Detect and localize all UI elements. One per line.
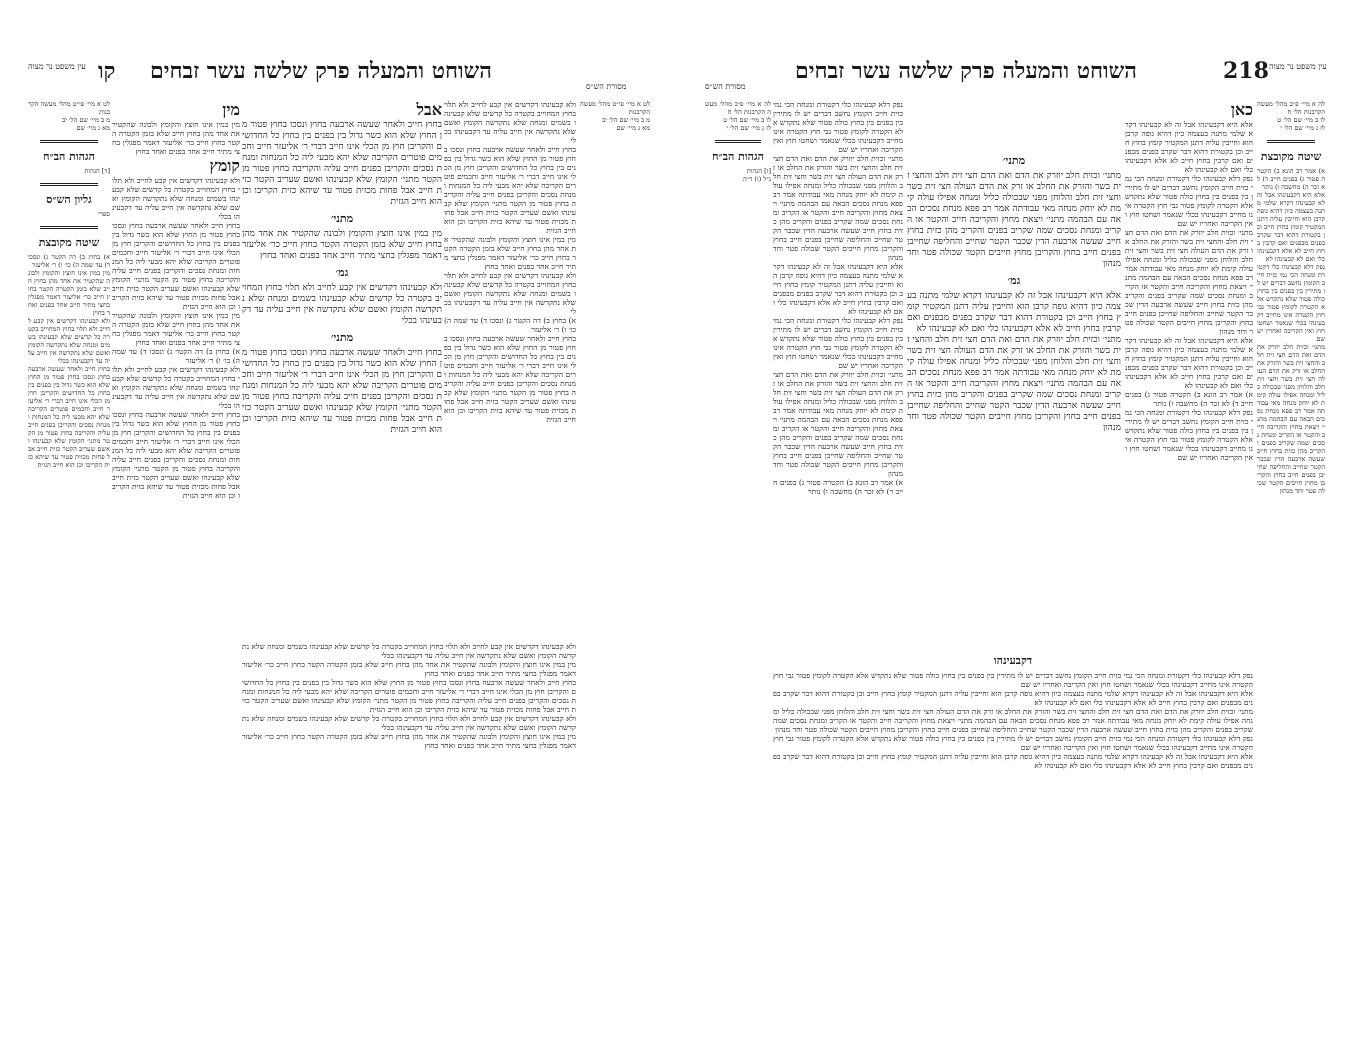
left-masoret-column bbox=[580, 100, 650, 1000]
left-gemara-text-cont: מין במין אינו חוצץ והקומץ ולבונה שהקטיר את אחד מהן בחוץ חייב שלא בזמן הקטרה הקטר בחוץ חייב כר׳ אליעזר דאמר מפגלין בחצי מתיר חייב אחד בפנים ואחד בחוץ bbox=[242, 229, 442, 261]
left-divider bbox=[40, 138, 97, 144]
right-bottom-text-cont: מתני׳ וכזית חלב יוזרק את הדם ואת הדם חצי זית חלב והחצי זית בשר והזרק את החלב או זרק את הדם העולה חצי זית בשר וחצי זית חלב והלוחן מפני שבכולה כליל ומנחה אפילו עולה קימת לא יוחק מנחה מאי עבודתה אמר רב פפא מנחת נסכים הבאה עם הבהמה מתני׳ ויצאת מחוץ והקריבה חייב והקטר או הקריב ומנחת נסכים שמה שקריב בפנים והקריב מהן כזית בחוץ חייב שעשה ארבעה הדין שכבר הקטר שחייב והחליפה שחייבן בפנים חייב בחוץ והקריבן מחוץ חייבים הקטר שכולה פטר וחד מנהון bbox=[773, 707, 1253, 734]
left-rashi-text-cont: מין במין אינו חוצץ והקומץ ולבונה שהקטיר את אחד מהן בחוץ חייב שלא בזמן הקטרה הקטר בחוץ חייב כר׳ אליעזר דאמר מפגלין בחצי מתיר חייב אחד בפנים ואחד בחוץ bbox=[444, 235, 576, 271]
left-rashi-text-cont: ולא קבעינהו דקדשים אין קבע לחייב ולא תלוי בחוץ המחוייב בקטרה כל קדשים שלא קבעינהו בשמים ומנחה שלא נתקדשה הקומץ ואשם שלא נתקדשה אין חייב עליה עד דקבעינהו בכלי bbox=[444, 271, 576, 316]
left-rashi-text-cont: א) בחוץ ב) דה הקטר ג) ונסכו ד) עד שמה ה) כו׳ ו) ר׳ אליעזר bbox=[444, 316, 576, 334]
right-masoret-label: מסורת הש״ס bbox=[705, 82, 746, 91]
left-masoret-note: מא ג מיי׳ שם bbox=[616, 124, 650, 132]
right-masoret-note: לז ג מיי׳ שם הל׳ י bbox=[726, 124, 771, 132]
right-tosafot-text-cont: נפק דלא קבעינהו כלי דקטורת ומנחה הכי נמי כזית חייב הקומץ נחשב דברים יש לו מתירין בין בפנים בין בחוץ כולה פטור שלא נתקדש אלא הקטרה לקומץ פטור גבי חוץ הקטרה אינו מחייב דקבעינהו בכלי שנאמר ושחטו חוץ ואין הקריבה ואחריו יש שם bbox=[1125, 174, 1253, 228]
right-masoret-note: לה א מיי׳ פ״ב מהל׳ מעשה הקרבנות הל׳ ח bbox=[705, 100, 771, 116]
right-page-number: 218 bbox=[1223, 58, 1269, 84]
left-divider bbox=[40, 181, 97, 187]
left-masoret-note: מ ב מיי׳ שם הל׳ יב bbox=[602, 116, 650, 124]
left-masoret-note: לט א מיי׳ פי״ט מהל׳ מעשה הקרבנות bbox=[580, 100, 650, 116]
left-shita-text-cont: מין במין אינו חוצץ והקומץ ולבונה שהקטיר את אחד מהן בחוץ חייב שלא בזמן הקטרה הקטר בחוץ חייב כר׳ אליעזר דאמר מפגלין בחצי מתיר חייב אחד בפנים ואחד בחוץ bbox=[28, 269, 110, 317]
left-shita-text-cont: ולא קבעינהו דקדשים אין קבע לחייב ולא תלוי בחוץ המחוייב בקטרה כל קדשים שלא קבעינהו בשמים ומנחה שלא נתקדשה הקומץ ואשם שלא נתקדשה אין חייב עליה עד דקבעינהו בכלי bbox=[28, 317, 110, 365]
right-page-header bbox=[675, 58, 1350, 98]
right-tosafot-text-cont: אלא היא דקבעינהו אבל זה לא קבעינהו דקרא שלמי מתנה בעצמה כיון דהיא גופה קרבן הוא וחייבין עליה דתנן המקטיר קומץ בחוץ חייב וכן בקטורת דהוא דבר שקרב בפנים מבפנים ואם קרבין בחוץ חייב לא אלא דקבעינהו כלי ואם לא קבעינהו לא bbox=[1125, 336, 1253, 390]
right-bottom-text: נפק דלא קבעינהו כלי דקטורת ומנחה הכי נמי כזית חייב הקומץ נחשב דברים יש לו מתירין בין בפנים בין בחוץ כולה פטור שלא נתקדש אלא הקטרה לקומץ פטור גבי חוץ הקטרה אינו מחייב דקבעינהו בכלי שנאמר ושחטו חוץ ואין הקריבה ואחריו יש שם bbox=[773, 671, 1253, 689]
right-bottom-text-cont: אלא היא דקבעינהו אבל זה לא קבעינהו דקרא שלמי מתנה בעצמה כיון דהיא גופה קרבן הוא וחייבין עליה דתנן המקטיר קומץ בחוץ חייב וכן בקטורת דהוא דבר שקרב בפנים מבפנים ואם קרבין בחוץ חייב לא אלא דקבעינהו כלי ואם לא קבעינהו לא bbox=[773, 752, 1253, 770]
right-bottom-text-cont: אלא היא דקבעינהו אבל זה לא קבעינהו דקרא שלמי מתנה בעצמה כיון דהיא גופה קרבן הוא וחייבין עליה דתנן המקטיר קומץ בחוץ חייב וכן בקטורת דהוא דבר שקרב בפנים מבפנים ואם קרבין בחוץ חייב לא אלא דקבעינהו כלי ואם לא קבעינהו לא bbox=[773, 689, 1253, 707]
right-page-title: השוחט והמעלה פרק שלשה עשר זבחים bbox=[795, 58, 1137, 84]
right-shita-heading: שיטה מקובצת bbox=[1260, 150, 1322, 163]
left-divider bbox=[40, 224, 97, 230]
right-tosafot-text-cont: נפק דלא קבעינהו כלי דקטורת ומנחה הכי נמי כזית חייב הקומץ נחשב דברים יש לו מתירין בין בפנים בין בחוץ כולה פטור שלא נתקדש אלא הקטרה לקומץ פטור גבי חוץ הקטרה אינו מחייב דקבעינהו בכלי שנאמר ושחטו חוץ ואין הקריבה ואחריו יש שם bbox=[1125, 408, 1253, 462]
right-margin-note: נ״ל (ז) ד״ה bbox=[743, 175, 771, 183]
right-gemara-column bbox=[907, 150, 1121, 650]
left-lead-word-3: קומץ bbox=[209, 156, 240, 175]
left-page-number: קו bbox=[98, 58, 116, 84]
right-tosafot-text-cont: מתני׳ וכזית חלב יוזרק את הדם ואת הדם חצי זית חלב והחצי זית בשר והזרק את החלב או זרק את הדם העולה חצי זית בשר וחצי זית חלב והלוחן מפני שבכולה כליל ומנחה אפילו עולה קימת לא יוחק מנחה מאי עבודתה אמר רב פפא מנחת נסכים הבאה עם הבהמה מתני׳ ויצאת מחוץ והקריבה חייב והקטר או הקריב ומנחת נסכים שמה שקריב בפנים והקריב מהן כזית בחוץ חייב שעשה ארבעה הדין שכבר הקטר שחייב והחליפה שחייבן בפנים חייב בחוץ והקריבן מחוץ חייבים הקטר שכולה פטר וחד מנהון bbox=[1125, 228, 1253, 336]
right-margin-note: [ז] הגהות bbox=[746, 167, 771, 175]
left-bottom-text-cont: מין במין אינו חוצץ והקומץ ולבונה שהקטיר את אחד מהן בחוץ חייב שלא בזמן הקטרה הקטר בחוץ חייב כר׳ אליעזר דאמר מפגלין בחצי מתיר חייב אחד בפנים ואחד בחוץ bbox=[242, 660, 576, 678]
left-tosafot-text-cont: בחוץ חייב ולאחר שעשה ארבעה בחוץ ונסכו בחוץ פטור מן החוץ שלא הוא כשר גדול בין בפנים בין בחוץ כל החדושים והקריבן חוץ מן הכלי אינו חייב דברי ר׳ אליעזר חייב וחכמים פוטרים הקריבה שלא יהא מבעי ליה כל המנחות ומנחת נסכים והקריבן בפנים חייב עליה והקריבה בחוץ פטור מן הקטר מתני׳ הקומץ שלא קבעינהו ואשם שעריב הקטר כזית חייב אבל פחות מכזית פטור עד שיהא כזית הקריבו וכן הוא חייב הגזית bbox=[112, 221, 240, 311]
right-ein-note: לו ב מיי׳ שם הל׳ ט bbox=[1277, 116, 1325, 124]
left-hagahot-heading: הגהות הב״ח bbox=[43, 150, 95, 163]
left-lead-word: אבל bbox=[416, 100, 442, 119]
left-gemara-heading-1: מתני׳ bbox=[330, 212, 354, 225]
right-lead-word: כאן bbox=[1230, 100, 1253, 119]
right-shita-text-cont: מתני׳ וכזית חלב יוזרק את הדם ואת הדם חצי זית חלב והחצי זית בשר והזרק את החלב או זרק את הדם העולה חצי זית בשר וחצי זית חלב והלוחן מפני שבכולה כליל ומנחה אפילו עולה קימת לא יוחק מנחה מאי עבודתה אמר רב פפא מנחת נסכים הבאה עם הבהמה מתני׳ ויצאת מחוץ והקריבה חייב והקטר או הקריב ומנחת נסכים שמה שקריב בפנים והקריב מהן כזית בחוץ חייב שעשה ארבעה הדין שכבר הקטר שחייב והחליפה שחייבן בפנים חייב בחוץ והקריבן מחוץ חייבים הקטר שכולה פטר וחד מנהון bbox=[1257, 343, 1325, 495]
right-hagahot-heading: הגהות הב״ח bbox=[712, 150, 764, 163]
right-rashi-text-cont: נפק דלא קבעינהו כלי דקטורת ומנחה הכי נמי כזית חייב הקומץ נחשב דברים יש לו מתירין בין בפנים בין בחוץ כולה פטור שלא נתקדש אלא הקטרה לקומץ פטור גבי חוץ הקטרה אינו מחייב דקבעינהו בכלי שנאמר ושחטו חוץ ואין הקריבה ואחריו יש שם bbox=[773, 316, 903, 370]
right-bottom-commentary bbox=[773, 650, 1253, 1000]
right-ein-mishpat-column bbox=[1257, 100, 1325, 1000]
left-bottom-text-cont: מין במין אינו חוצץ והקומץ ולבונה שהקטיר את אחד מהן בחוץ חייב שלא בזמן הקטרה הקטר בחוץ חייב כר׳ אליעזר דאמר מפגלין בחצי מתיר חייב אחד בפנים ואחד בחוץ bbox=[242, 732, 576, 750]
right-gemara-heading-1: מתני׳ bbox=[1002, 154, 1026, 167]
right-rashi-column bbox=[773, 100, 903, 740]
left-gemara-heading-2: גמ׳ bbox=[335, 266, 349, 279]
left-ein-mishpat-label: עין משפט נר מצוה bbox=[28, 62, 86, 71]
left-tosafot-text-cont: ולא קבעינהו דקדשים אין קבע לחייב ולא תלוי בחוץ המחוייב בקטרה כל קדשים שלא קבעינהו בשמים ומנחה שלא נתקדשה הקומץ ואשם שלא נתקדשה אין חייב עליה עד דקבעינהו בכלי bbox=[112, 176, 240, 221]
right-rashi-text-cont: אלא היא דקבעינהו אבל זה לא קבעינהו דקרא שלמי מתנה בעצמה כיון דהיא גופה קרבן הוא וחייבין עליה דתנן המקטיר קומץ בחוץ חייב וכן בקטורת דהוא דבר שקרב בפנים מבפנים ואם קרבין בחוץ חייב לא אלא דקבעינהו כלי ואם לא קבעינהו לא bbox=[773, 262, 903, 316]
left-bottom-text: ולא קבעינהו דקדשים אין קבע לחייב ולא תלוי בחוץ המחוייב בקטרה כל קדשים שלא קבעינהו בשמים ומנחה שלא נתקדשה הקומץ ואשם שלא נתקדשה אין חייב עליה עד דקבעינהו בכלי bbox=[242, 642, 576, 660]
right-gemara-text-cont: אלא היא דקבעינהו אבל זה לא קבעינהו דקרא שלמי מתנה בעצמה כיון דהיא גופה קרבן הוא וחייבין עליה דתנן המקטיר קומץ בחוץ חייב וכן בקטורת דהוא דבר שקרב בפנים מבפנים ואם קרבין בחוץ חייב לא אלא דקבעינהו כלי ואם לא קבעינהו לא bbox=[907, 291, 1121, 334]
right-ein-note: לז ג מיי׳ שם הל׳ י bbox=[1280, 124, 1325, 132]
right-divider bbox=[715, 138, 761, 144]
left-shita-heading: שיטה מקובצת bbox=[38, 236, 100, 249]
right-bottom-text-cont: נפק דלא קבעינהו כלי דקטורת ומנחה הכי נמי כזית חייב הקומץ נחשב דברים יש לו מתירין בין בפנים בין בחוץ כולה פטור שלא נתקדש אלא הקטרה לקומץ פטור גבי חוץ הקטרה אינו מחייב דקבעינהו בכלי שנאמר ושחטו חוץ ואין הקריבה ואחריו יש שם bbox=[773, 734, 1253, 752]
right-shita-text: א) אמר רב הונא ב) הקטרה פטור ג) בפנים חייב ד) לא זכר ה) מחשבה ו) נותר bbox=[1257, 167, 1325, 191]
left-bottom-commentary bbox=[242, 642, 576, 1002]
left-rashi-text-cont: בחוץ חייב ולאחר שעשה ארבעה בחוץ ונסכו בחוץ פטור מן החוץ שלא הוא כשר גדול בין בפנים בין בחוץ כל החדושים והקריבן חוץ מן הכלי אינו חייב דברי ר׳ אליעזר חייב וחכמים פוטרים הקריבה שלא יהא מבעי ליה כל המנחות ומנחת נסכים והקריבן בפנים חייב עליה והקריבה בחוץ פטור מן הקטר מתני׳ הקומץ שלא קבעינהו ואשם שעריב הקטר כזית חייב אבל פחות מכזית פטור עד שיהא כזית הקריבו וכן הוא חייב הגזית bbox=[444, 145, 576, 235]
left-page-title: השוחט והמעלה פרק שלשה עשר זבחים bbox=[150, 58, 492, 84]
right-gemara-heading-2: גמ׳ bbox=[1007, 274, 1021, 287]
left-tosafot-text-cont: בחוץ חייב ולאחר שעשה ארבעה בחוץ ונסכו בחוץ פטור מן החוץ שלא הוא כשר גדול בין בפנים בין בחוץ כל החדושים והקריבן חוץ מן הכלי אינו חייב דברי ר׳ אליעזר חייב וחכמים פוטרים הקריבה שלא יהא מבעי ליה כל המנחות ומנחת נסכים והקריבן בפנים חייב עליה והקריבה בחוץ פטור מן הקטר מתני׳ הקומץ שלא קבעינהו ואשם שעריב הקטר כזית חייב אבל פחות מכזית פטור עד שיהא כזית הקריבו וכן הוא חייב הגזית bbox=[112, 410, 240, 500]
right-divider bbox=[1267, 138, 1315, 144]
right-tosafot-text-cont: א) אמר רב הונא ב) הקטרה פטור ג) בפנים חייב ד) לא זכר ה) מחשבה ו) נותר bbox=[1125, 390, 1253, 408]
left-tosafot-column bbox=[112, 100, 240, 1000]
right-masoret-note: לו ב מיי׳ שם הל׳ ט bbox=[723, 116, 771, 124]
right-tosafot-text: אלא היא דקבעינהו אבל זה לא קבעינהו דקרא שלמי מתנה בעצמה כיון דהיא גופה קרבן הוא וחייבין עליה דתנן המקטיר קומץ בחוץ חייב וכן בקטורת דהוא דבר שקרב בפנים מבפנים ואם קרבין בחוץ חייב לא אלא דקבעינהו כלי ואם לא קבעינהו לא bbox=[1125, 120, 1253, 174]
left-shita-text-cont: בחוץ חייב ולאחר שעשה ארבעה בחוץ ונסכו בחוץ פטור מן החוץ שלא הוא כשר גדול בין בפנים בין בחוץ כל החדושים והקריבן חוץ מן הכלי אינו חייב דברי ר׳ אליעזר חייב וחכמים פוטרים הקריבה שלא יהא מבעי ליה כל המנחות ומנחת נסכים והקריבן בפנים חייב עליה והקריבה בחוץ פטור מן הקטר מתני׳ הקומץ שלא קבעינהו ואשם שעריב הקטר כזית חייב אבל פחות מכזית פטור עד שיהא כזית הקריבו וכן הוא חייב הגזית bbox=[28, 365, 110, 469]
right-gemara-text-cont: מתני׳ וכזית חלב יוזרק את הדם ואת הדם חצי זית חלב והחצי זית בשר והזרק את החלב או זרק את הדם העולה חצי זית בשר וחצי זית חלב והלוחן מפני שבכולה כליל ומנחה אפילו עולה קימת לא יוחק מנחה מאי עבודתה אמר רב פפא מנחת נסכים הבאה עם הבהמה מתני׳ ויצאת מחוץ והקריבה חייב והקטר או הקריב ומנחת נסכים שמה שקריב בפנים והקריב מהן כזית בחוץ חייב שעשה ארבעה הדין שכבר הקטר שחייב והחליפה שחייבן בפנים חייב בחוץ והקריבן מחוץ חייבים הקטר שכולה פטר וחד מנהון bbox=[907, 335, 1121, 433]
left-bottom-text-cont: בחוץ חייב ולאחר שעשה ארבעה בחוץ ונסכו בחוץ פטור מן החוץ שלא הוא כשר גדול בין בפנים בין בחוץ כל החדושים והקריבן חוץ מן הכלי אינו חייב דברי ר׳ אליעזר חייב וחכמים פוטרים הקריבה שלא יהא מבעי ליה כל המנחות ומנחת נסכים והקריבן בפנים חייב עליה והקריבה בחוץ פטור מן הקטר מתני׳ הקומץ שלא קבעינהו ואשם שעריב הקטר כזית חייב אבל פחות מכזית פטור עד שיהא כזית הקריבו וכן הוא חייב הגזית bbox=[242, 678, 576, 714]
left-gemara-text-cont: בחוץ חייב ולאחר שעשה ארבעה בחוץ ונסכו בחוץ פטור מן החוץ שלא הוא כשר גדול בין בפנים בין בחוץ כל החדושים והקריבן חוץ מן הכלי אינו חייב דברי ר׳ אליעזר חייב וחכמים פוטרים הקריבה שלא יהא מבעי ליה כל המנחות ומנחת נסכים והקריבן בפנים חייב עליה והקריבה בחוץ פטור מן הקטר מתני׳ הקומץ שלא קבעינהו ואשם שעריב הקטר כזית חייב אבל פחות מכזית פטור עד שיהא כזית הקריבו וכן הוא חייב הגזית bbox=[242, 348, 442, 435]
right-masoret-column bbox=[705, 100, 771, 1000]
left-shita-text: א) בחוץ ב) דה הקטר ג) ונסכו ד) עד שמה ה) כו׳ ו) ר׳ אליעזר bbox=[28, 253, 110, 269]
left-gemara-heading-3: מתני׳ bbox=[330, 331, 354, 344]
left-gilyon-heading: גליון הש״ס bbox=[46, 193, 92, 206]
right-shita-text-cont: נפק דלא קבעינהו כלי דקטורת ומנחה הכי נמי כזית חייב הקומץ נחשב דברים יש לו מתירין בין בפנים בין בחוץ כולה פטור שלא נתקדש אלא הקטרה לקומץ פטור גבי חוץ הקטרה אינו מחייב דקבעינהו בכלי שנאמר ושחטו חוץ ואין הקריבה ואחריו יש שם bbox=[1257, 263, 1325, 343]
right-gemara-text: מתני׳ וכזית חלב יוזרק את הדם ואת הדם חצי זית חלב והחצי זית בשר והזרק את החלב או זרק את הדם העולה חצי זית בשר וחצי זית חלב והלוחן מפני שבכולה כליל ומנחה אפילו עולה קימת לא יוחק מנחה מאי עבודתה אמר רב פפא מנחת נסכים הבאה עם הבהמה מתני׳ ויצאת מחוץ והקריבה חייב והקטר או הקריב ומנחת נסכים שמה שקריב בפנים והקריב מהן כזית בחוץ חייב שעשה ארבעה הדין שכבר הקטר שחייב והחליפה שחייבן בפנים חייב בחוץ והקריבן מחוץ חייבים הקטר שכולה פטר וחד מנהון bbox=[907, 171, 1121, 269]
left-margin-note: ספרי bbox=[97, 210, 110, 218]
right-gemara-heading-3: דקבעינהו bbox=[993, 654, 1033, 667]
left-gemara-text-cont: ולא קבעינהו דקדשים אין קבע לחייב ולא תלוי בחוץ המחוייב בקטרה כל קדשים שלא קבעינהו בשמים ומנחה שלא נתקדשה הקומץ ואשם שלא נתקדשה אין חייב עליה עד דקבעינהו בכלי bbox=[242, 283, 442, 326]
left-margin-note: [ד] הגהות bbox=[84, 167, 110, 175]
right-page bbox=[675, 0, 1350, 1050]
left-tosafot-text-cont: מין במין אינו חוצץ והקומץ ולבונה שהקטיר את אחד מהן בחוץ חייב שלא בזמן הקטרה הקטר בחוץ חייב כר׳ אליעזר דאמר מפגלין בחצי מתיר חייב אחד בפנים ואחד בחוץ bbox=[112, 311, 240, 347]
left-bottom-text-cont: ולא קבעינהו דקדשים אין קבע לחייב ולא תלוי בחוץ המחוייב בקטרה כל קדשים שלא קבעינהו בשמים ומנחה שלא נתקדשה הקומץ ואשם שלא נתקדשה אין חייב עליה עד דקבעינהו בכלי bbox=[242, 714, 576, 732]
left-margin-note: מ ב מיי׳ שם הל׳ יב bbox=[62, 116, 110, 124]
left-ein-mishpat-column bbox=[28, 100, 110, 1000]
left-rashi-text-cont: בחוץ חייב ולאחר שעשה ארבעה בחוץ ונסכו בחוץ פטור מן החוץ שלא הוא כשר גדול בין בפנים בין בחוץ כל החדושים והקריבן חוץ מן הכלי אינו חייב דברי ר׳ אליעזר חייב וחכמים פוטרים הקריבה שלא יהא מבעי ליה כל המנחות ומנחת נסכים והקריבן בפנים חייב עליה והקריבה בחוץ פטור מן הקטר מתני׳ הקומץ שלא קבעינהו ואשם שעריב הקטר כזית חייב אבל פחות מכזית פטור עד שיהא כזית הקריבו וכן הוא חייב הגזית bbox=[444, 334, 576, 424]
right-shita-text-cont: אלא היא דקבעינהו אבל זה לא קבעינהו דקרא שלמי מתנה בעצמה כיון דהיא גופה קרבן הוא וחייבין עליה דתנן המקטיר קומץ בחוץ חייב וכן בקטורת דהוא דבר שקרב בפנים מבפנים ואם קרבין בחוץ חייב לא אלא דקבעינהו כלי ואם לא קבעינהו לא bbox=[1257, 191, 1325, 263]
right-rashi-text-cont: א) אמר רב הונא ב) הקטרה פטור ג) בפנים חייב ד) לא זכר ה) מחשבה ו) נותר bbox=[773, 478, 903, 496]
left-margin-note: לט א מיי׳ פי״ט מהל׳ מעשה הקרבנות bbox=[28, 100, 110, 116]
left-tosafot-text: מין במין אינו חוצץ והקומץ ולבונה שהקטיר את אחד מהן בחוץ חייב שלא בזמן הקטרה הקטר בחוץ חייב כר׳ אליעזר דאמר מפגלין בחצי מתיר חייב אחד בפנים ואחד בחוץ bbox=[112, 120, 240, 156]
left-tosafot-text-cont: ולא קבעינהו דקדשים אין קבע לחייב ולא תלוי בחוץ המחוייב בקטרה כל קדשים שלא קבעינהו בשמים ומנחה שלא נתקדשה הקומץ ואשם שלא נתקדשה אין חייב עליה עד דקבעינהו בכלי bbox=[112, 365, 240, 410]
left-gemara-text: בחוץ חייב ולאחר שעשה ארבעה בחוץ ונסכו בחוץ פטור מן החוץ שלא הוא כשר גדול בין בפנים בין בחוץ כל החדושים והקריבן חוץ מן הכלי אינו חייב דברי ר׳ אליעזר חייב וחכמים פוטרים הקריבה שלא יהא מבעי ליה כל המנחות ומנחת נסכים והקריבן בפנים חייב עליה והקריבה בחוץ פטור מן הקטר מתני׳ הקומץ שלא קבעינהו ואשם שעריב הקטר כזית חייב אבל פחות מכזית פטור עד שיהא כזית הקריבו וכן הוא חייב הגזית bbox=[242, 120, 442, 207]
left-tosafot-text-cont: א) בחוץ ב) דה הקטר ג) ונסכו ד) עד שמה ה) כו׳ ו) ר׳ אליעזר bbox=[112, 347, 240, 365]
right-rashi-text-cont: מתני׳ וכזית חלב יוזרק את הדם ואת הדם חצי זית חלב והחצי זית בשר והזרק את החלב או זרק את הדם העולה חצי זית בשר וחצי זית חלב והלוחן מפני שבכולה כליל ומנחה אפילו עולה קימת לא יוחק מנחה מאי עבודתה אמר רב פפא מנחת נסכים הבאה עם הבהמה מתני׳ ויצאת מחוץ והקריבה חייב והקטר או הקריב ומנחת נסכים שמה שקריב בפנים והקריב מהן כזית בחוץ חייב שעשה ארבעה הדין שכבר הקטר שחייב והחליפה שחייבן בפנים חייב בחוץ והקריבן מחוץ חייבים הקטר שכולה פטר וחד מנהון bbox=[773, 370, 903, 478]
left-lead-word-2: מין bbox=[222, 100, 240, 119]
left-margin-note: מא ג מיי׳ שם bbox=[76, 124, 110, 132]
left-page-header bbox=[0, 58, 675, 98]
right-rashi-text: נפק דלא קבעינהו כלי דקטורת ומנחה הכי נמי כזית חייב הקומץ נחשב דברים יש לו מתירין בין בפנים בין בחוץ כולה פטור שלא נתקדש אלא הקטרה לקומץ פטור גבי חוץ הקטרה אינו מחייב דקבעינהו בכלי שנאמר ושחטו חוץ ואין הקריבה ואחריו יש שם bbox=[773, 100, 903, 154]
right-ein-note: לה א מיי׳ פ״ב מהל׳ מעשה הקרבנות הל׳ ח bbox=[1257, 100, 1325, 116]
right-rashi-text-cont: מתני׳ וכזית חלב יוזרק את הדם ואת הדם חצי זית חלב והחצי זית בשר והזרק את החלב או זרק את הדם העולה חצי זית בשר וחצי זית חלב והלוחן מפני שבכולה כליל ומנחה אפילו עולה קימת לא יוחק מנחה מאי עבודתה אמר רב פפא מנחת נסכים הבאה עם הבהמה מתני׳ ויצאת מחוץ והקריבה חייב והקטר או הקריב ומנחת נסכים שמה שקריב בפנים והקריב מהן כזית בחוץ חייב שעשה ארבעה הדין שכבר הקטר שחייב והחליפה שחייבן בפנים חייב בחוץ והקריבן מחוץ חייבים הקטר שכולה פטר וחד מנהון bbox=[773, 154, 903, 262]
left-masoret-label: מסורת הש״ס bbox=[586, 82, 627, 91]
right-ein-mishpat-label: עין משפט נר מצוה bbox=[1269, 62, 1327, 71]
left-gemara-column bbox=[242, 100, 442, 640]
left-rashi-text: ולא קבעינהו דקדשים אין קבע לחייב ולא תלוי בחוץ המחוייב בקטרה כל קדשים שלא קבעינהו בשמים ומנחה שלא נתקדשה הקומץ ואשם שלא נתקדשה אין חייב עליה עד דקבעינהו בכלי bbox=[444, 100, 576, 145]
